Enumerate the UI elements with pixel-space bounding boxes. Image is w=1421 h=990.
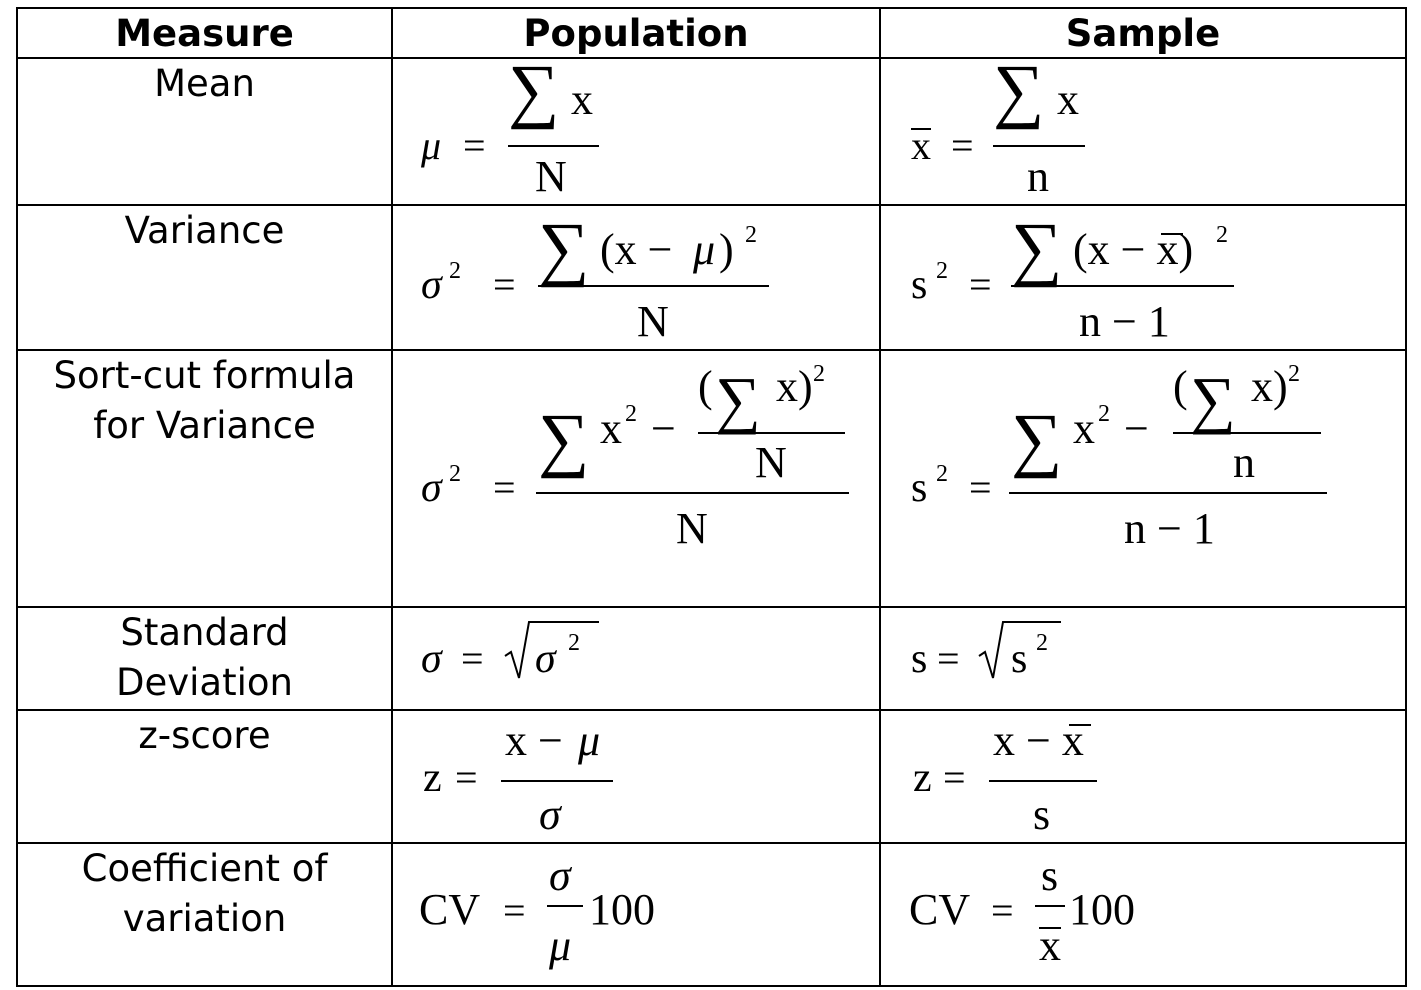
svg-text:−: −	[1124, 404, 1149, 453]
svg-text:2: 2	[1216, 222, 1228, 248]
svg-text:100: 100	[1069, 885, 1135, 934]
svg-text:2: 2	[449, 258, 461, 284]
measure-cell	[17, 843, 392, 986]
svg-text:x: x	[600, 404, 622, 453]
population-formula-cv	[392, 843, 880, 986]
svg-text:=: =	[493, 262, 516, 307]
svg-text:s: s	[911, 465, 928, 511]
row-mean	[17, 58, 1406, 205]
svg-text:x: x	[1057, 75, 1079, 124]
formula-table	[16, 7, 1407, 987]
svg-text:σ: σ	[549, 851, 571, 900]
measure-label: z-score	[138, 714, 271, 757]
svg-text:x: x	[571, 75, 593, 124]
svg-text:n: n	[1233, 438, 1255, 487]
svg-text:2: 2	[936, 258, 948, 284]
row-variance	[17, 205, 1406, 350]
sum-symbol: ∑	[715, 364, 761, 435]
measure-label: Mean	[154, 62, 255, 105]
svg-text:σ: σ	[421, 636, 442, 682]
svg-text:N: N	[676, 504, 708, 553]
svg-text:=: =	[455, 755, 478, 800]
row-standard-deviation	[17, 607, 1406, 710]
population-formula-shortcut	[392, 350, 880, 607]
header-measure: Measure	[17, 8, 392, 58]
sum-symbol: ∑	[993, 59, 1045, 130]
svg-text:x −: x −	[505, 716, 563, 765]
svg-text:100: 100	[589, 885, 655, 934]
sample-formula-mean	[880, 58, 1406, 205]
svg-text:x): x)	[776, 362, 813, 411]
svg-text:z: z	[913, 755, 932, 801]
sum-symbol: ∑	[1011, 399, 1063, 479]
svg-text:x: x	[1039, 921, 1061, 970]
population-formula-std	[392, 607, 880, 710]
svg-text:n − 1: n − 1	[1079, 297, 1170, 346]
sample-formula-std	[880, 607, 1406, 710]
svg-text:2: 2	[936, 461, 948, 487]
svg-text:x): x)	[1251, 362, 1288, 411]
svg-text:σ: σ	[535, 636, 556, 682]
svg-text:=: =	[493, 465, 516, 510]
measure-cell	[17, 350, 392, 607]
measure-cell	[17, 205, 392, 350]
sum-symbol: ∑	[508, 59, 560, 130]
svg-text:=: =	[461, 636, 484, 681]
svg-text:=: =	[951, 123, 974, 168]
svg-text:2: 2	[568, 630, 580, 656]
measure-cell	[17, 710, 392, 843]
svg-text:N: N	[755, 438, 787, 487]
svg-text:=: =	[991, 888, 1014, 933]
svg-text:=: =	[943, 755, 966, 800]
svg-text:σ: σ	[539, 790, 561, 839]
svg-text:=: =	[937, 636, 960, 681]
population-formula-zscore	[392, 710, 880, 843]
svg-text:σ: σ	[421, 262, 442, 308]
svg-text:(x −: (x −	[600, 225, 673, 274]
sum-symbol: ∑	[538, 208, 590, 288]
svg-text:s: s	[1041, 851, 1059, 900]
svg-text:s: s	[911, 262, 928, 308]
sum-symbol: ∑	[538, 399, 590, 479]
svg-text:n − 1: n − 1	[1124, 504, 1215, 553]
header-population: Population	[392, 8, 880, 58]
svg-text:=: =	[503, 888, 526, 933]
svg-text:2: 2	[1036, 630, 1048, 656]
measure-label: variation	[122, 897, 287, 940]
svg-text:μ: μ	[693, 225, 716, 274]
svg-text:=: =	[969, 262, 992, 307]
svg-text:=: =	[463, 123, 486, 168]
svg-text:(: (	[698, 362, 713, 411]
header-row	[17, 8, 1406, 58]
row-z-score	[17, 710, 1406, 843]
svg-text:σ: σ	[421, 465, 442, 511]
svg-text:): )	[719, 225, 734, 274]
svg-text:CV: CV	[909, 885, 971, 934]
measure-label: Standard	[120, 611, 289, 654]
sample-formula-shortcut	[880, 350, 1406, 607]
svg-text:s: s	[1011, 636, 1028, 682]
sample-formula-variance	[880, 205, 1406, 350]
svg-text:s: s	[1033, 790, 1051, 839]
svg-text:2: 2	[745, 222, 757, 248]
measure-label: for Variance	[93, 404, 316, 447]
sample-formula-cv	[880, 843, 1406, 986]
svg-text:(x − x): (x − x)	[1073, 225, 1194, 274]
svg-text:2: 2	[1288, 361, 1300, 387]
measure-label: Sort-cut formula	[53, 354, 356, 397]
measure-label: Deviation	[116, 661, 293, 704]
sum-symbol: ∑	[1011, 208, 1063, 288]
population-formula-mean	[392, 58, 880, 205]
population-formula-variance	[392, 205, 880, 350]
svg-text:x − x: x − x	[993, 716, 1084, 765]
measure-label: Coefficient of	[81, 847, 328, 890]
svg-text:CV: CV	[419, 885, 481, 934]
measure-cell	[17, 607, 392, 710]
measure-label: Variance	[124, 209, 285, 252]
svg-text:−: −	[651, 404, 676, 453]
svg-text:2: 2	[625, 401, 637, 427]
svg-text:s: s	[911, 636, 928, 682]
svg-text:x: x	[911, 123, 931, 168]
row-coefficient-of-variation	[17, 843, 1406, 986]
row-shortcut-variance	[17, 350, 1406, 607]
svg-text:μ: μ	[578, 716, 601, 765]
sample-formula-zscore	[880, 710, 1406, 843]
svg-text:2: 2	[1098, 401, 1110, 427]
formula-lhs: μ	[421, 123, 442, 168]
measure-cell	[17, 58, 392, 205]
svg-text:z: z	[423, 755, 442, 801]
svg-text:2: 2	[449, 461, 461, 487]
svg-text:x: x	[1073, 404, 1095, 453]
svg-text:(: (	[1173, 362, 1188, 411]
svg-text:n: n	[1027, 152, 1049, 201]
svg-text:N: N	[637, 297, 669, 346]
header-sample: Sample	[880, 8, 1406, 58]
svg-text:N: N	[535, 152, 567, 201]
svg-text:μ: μ	[549, 921, 572, 970]
svg-text:=: =	[969, 465, 992, 510]
svg-text:2: 2	[813, 361, 825, 387]
sum-symbol: ∑	[1190, 364, 1236, 435]
